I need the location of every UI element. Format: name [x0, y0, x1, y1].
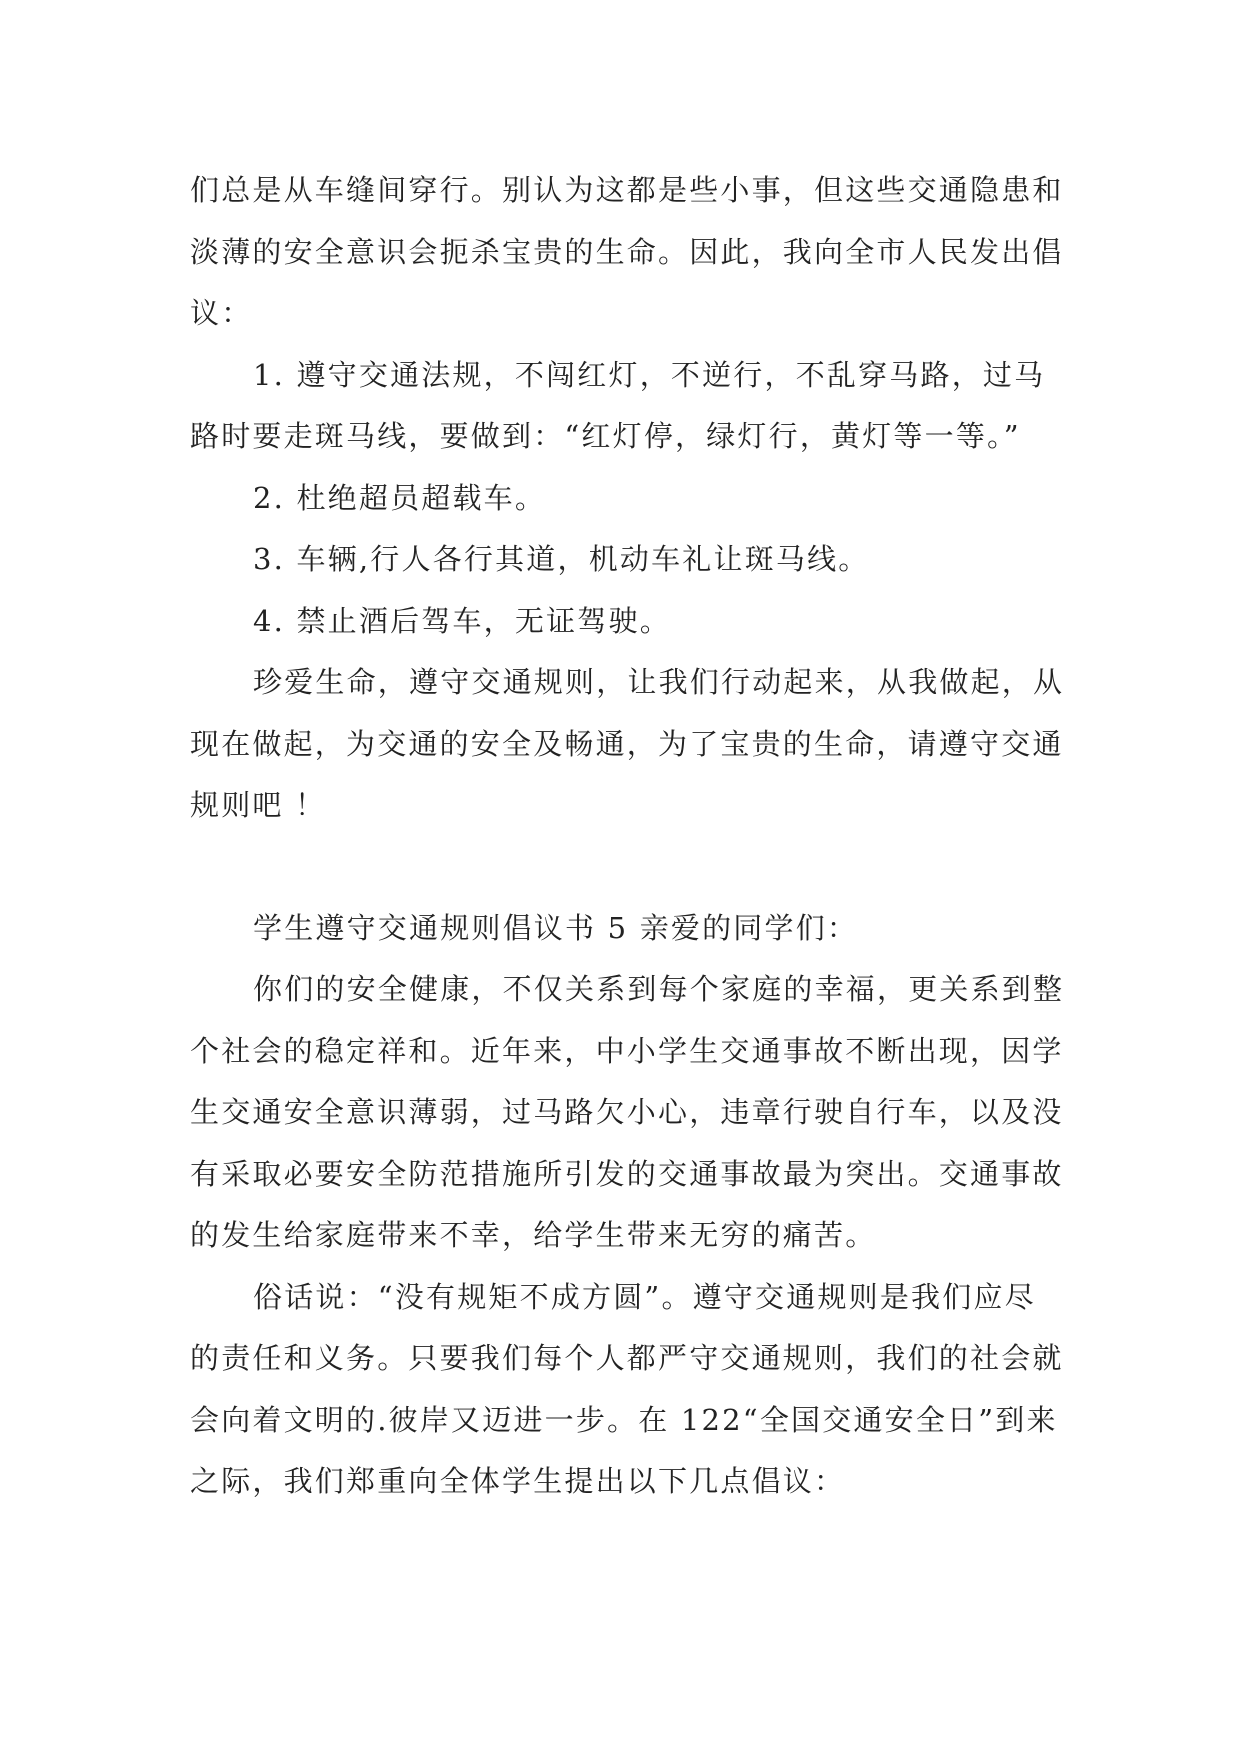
body-paragraph-1: 你们的安全健康，不仅关系到每个家庭的幸福，更关系到整个社会的稳定祥和。近年来，中小学生交通事故不断出现，因学生交通安全意识薄弱，过马路欠小心，违章行驶自行车，以及没有采取必要安全防范措施所引发的交通事故最为突出。交通事故的发生给家庭带来不幸，给学生带来无穷的痛苦。: [190, 972, 1065, 1252]
section-gap: [190, 837, 1065, 898]
list-item-1: 1. 遵守交通法规，不闯红灯，不逆行，不乱穿马路，过马路时要走斑马线，要做到：“红灯停，绿灯行，黄灯等一等。”: [190, 357, 1046, 453]
document-page: [190, 160, 1065, 1513]
paragraph-continuation: 们总是从车缝间穿行。别认为这都是些小事，但这些交通隐患和淡薄的安全意识会扼杀宝贵的生命。因此，我向全市人民发出倡议：: [190, 173, 1064, 330]
section-heading: 学生遵守交通规则倡议书 5 亲爱的同学们：: [253, 910, 859, 945]
list-item-3: 3. 车辆,行人各行其道，机动车礼让斑马线。: [253, 542, 870, 576]
body-paragraph-2: 俗话说：“没有规矩不成方圆”。遵守交通规则是我们应尽的责任和义务。只要我们每个人都严守交通规则，我们的社会就会向着文明的.彼岸又迈进一步。在 122“全国交通安全日”到来之际，我们郑重向全体学生提出以下几点倡议：: [190, 1279, 1064, 1498]
list-item-2: 2. 杜绝超员超载车。: [253, 480, 547, 515]
closing-paragraph: 珍爱生命，遵守交通规则，让我们行动起来，从我做起，从现在做起，为交通的安全及畅通，为了宝贵的生命，请遵守交通规则吧 ！: [190, 665, 1065, 822]
list-item-4: 4. 禁止酒后驾车，无证驾驶。: [253, 603, 671, 638]
